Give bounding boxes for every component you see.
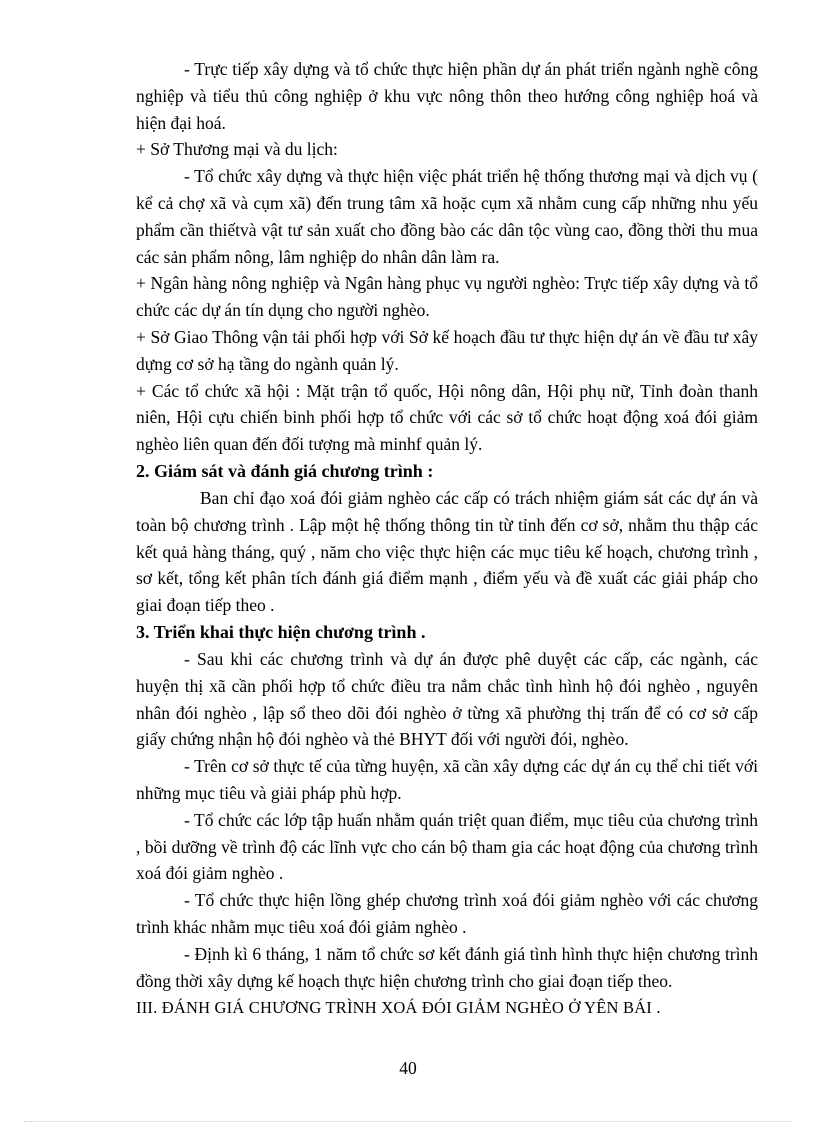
page-number: 40 — [399, 1058, 417, 1078]
heading-monitoring: 2. Giám sát và đánh giá chương trình : — [136, 460, 434, 481]
paragraph-trade-system: - Tổ chức xây dựng và thực hiện việc phát triển hệ thống thương mại và dịch vụ ( kể cả chợ xã và cụm xã) đến trung tâm xã hoặc cụm xã nhằm cung cấp những nhu yếu phẩm cần thiếtvà vật tư sản xuất cho đồng bào các dân tộc vùng cao, đồng thời thu mua các sản phẩm nông, lâm nghiệp do nhân dân làm ra. — [136, 166, 758, 267]
heading-implementation: 3. Triển khai thực hiện chương trình . — [136, 621, 426, 642]
paragraph-industry-project: - Trực tiếp xây dựng và tổ chức thực hiện phần dự án phát triển ngành nghề công nghiệp và tiểu thủ công nghiệp ở khu vực nông thôn theo hướng công nghiệp hoá và hiện đại hoá. — [136, 59, 758, 133]
paragraph-training: - Tổ chức các lớp tập huấn nhằm quán triệt quan điểm, mục tiêu của chương trình , bồi dưỡng về trình độ các lĩnh vực cho cán bộ tham gia các hoạt động của chương trình xoá đói giảm nghèo . — [136, 809, 758, 884]
paragraph-integration: - Tổ chức thực hiện lồng ghép chương trình xoá đói giảm nghèo với các chương trình khác nhằm mục tiêu xoá đói giảm nghèo . — [136, 890, 758, 937]
heading-evaluation: III. ĐÁNH GIÁ CHƯƠNG TRÌNH XOÁ ĐÓI GIẢM NGHÈO Ở YÊN BÁI . — [136, 998, 661, 1018]
paragraph-periodic-review: - Định kì 6 tháng, 1 năm tổ chức sơ kết đánh giá tình hình thực hiện chương trình đồng thời xây dựng kế hoạch thực hiện chương trình cho giai đoạn tiếp theo. — [136, 943, 758, 991]
paragraph-social-organizations: + Các tổ chức xã hội : Mặt trận tổ quốc, Hội nông dân, Hội phụ nữ, Tỉnh đoàn thanh niên, Hội cựu chiến binh phối hợp tổ chức với các sở tổ chức hoạt động xoá đói giảm nghèo liên quan đến đối tượng mà minhf quản lý. — [136, 380, 758, 455]
paragraph-trade-dept: + Sở Thương mại và du lịch: — [136, 139, 338, 160]
page-content — [136, 56, 758, 1021]
paragraph-monitoring: Ban chỉ đạo xoá đói giảm nghèo các cấp có trách nhiệm giám sát các dự án và toàn bộ chương trình . Lập một hệ thống thông tin từ tỉnh đến cơ sở, nhằm thu thập các kết quả hàng tháng, quý , năm cho việc thực hiện các mục tiêu kế hoạch, chương trình , sơ kết, tổng kết phân tích đánh giá điểm mạnh , điểm yếu và đề xuất các giải pháp cho giai đoạn tiếp theo . — [136, 487, 758, 616]
paragraph-local-projects: - Trên cơ sở thực tế của từng huyện, xã cần xây dựng các dự án cụ thể chi tiết với những mục tiêu và giải pháp phù hợp. — [136, 756, 758, 803]
paragraph-survey: - Sau khi các chương trình và dự án được phê duyệt các cấp, các ngành, các huyện thị xã cần phối hợp tổ chức điều tra nắm chắc tình hình hộ đói nghèo , nguyên nhân đói nghèo , lập sổ theo dõi đói nghèo ở từng xã phường thị trấn để có cơ sở cấp giấy chứng nhận hộ đói nghèo và thẻ BHYT đối với người đói, nghèo. — [136, 648, 758, 750]
paragraph-transport-dept: + Sở Giao Thông vận tải phối hợp với Sở kế hoạch đầu tư thực hiện dự án về đầu tư xây dựng cơ sở hạ tầng do ngành quản lý. — [136, 326, 758, 374]
page-bottom-divider — [24, 1121, 792, 1122]
paragraph-banks: + Ngân hàng nông nghiệp và Ngân hàng phục vụ người nghèo: Trực tiếp xây dựng và tổ chức các dự án tín dụng cho người nghèo. — [136, 273, 758, 321]
